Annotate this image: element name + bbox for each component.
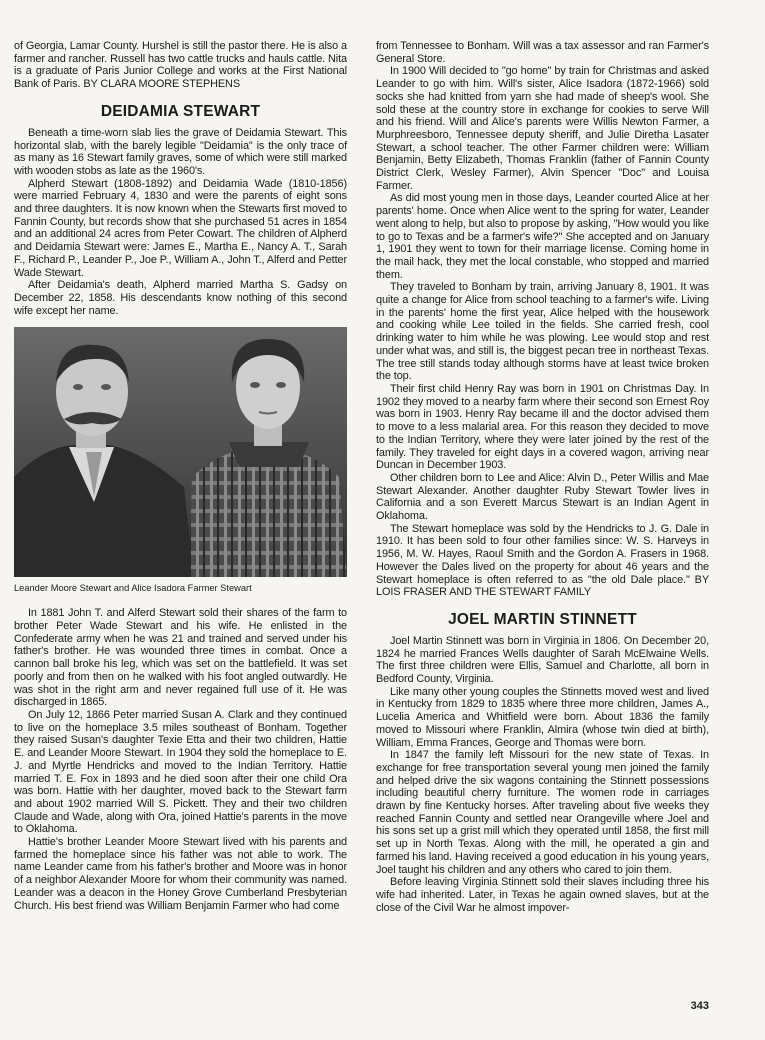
portrait-photo-illustration — [14, 327, 347, 577]
left-column — [14, 40, 347, 912]
page-number: 343 — [690, 1000, 709, 1012]
section-heading-deidamia-stewart: DEIDAMIA STEWART — [100, 102, 261, 120]
paragraph: After Deidamia's death, Alpherd married Martha S. Gadsy on December 22, 1858. His descendants know nothing of this second wife except her name. — [14, 279, 347, 317]
paragraph: In 1900 Will decided to "go home" by train for Christmas and asked Leander to go with him. Will's sister, Alice Isadora (1872-1966) sold socks she had knitted from yarn she had made of sheep's wool. She sold these at the country store in exchange for cookies to serve Will and his friend. Will and Alice's parents were Willis Newton Farmer, a Murphreesboro, Tennessee deputy sheriff, and Julie Diretha Lasater Stewart, a school teacher. The other Farmer children were: William Benjamin, Betty Elizabeth, Thomas Franklin (father of Fannin County District Clerk, Wesley Farmer), Alvin Spencer "Doc" and Louisa Farmer. — [376, 65, 709, 192]
paragraph: In 1881 John T. and Alferd Stewart sold their shares of the farm to brother Peter Wade Stewart and his wife. He enlisted in the Confederate army when he was 21 and trained and served under his father's brother. He was wounded three times in combat. Once a cannon ball broke his leg, which was set on the battlefield. It was set poorly and from then on he walked with his foot angled outwardly. He was shot in the right arm and never regained full use of it. He was discharged in 1865. — [14, 607, 347, 709]
paragraph: Other children born to Lee and Alice: Alvin D., Peter Willis and Mae Stewart Alexander. Another daughter Ruby Stewart Towler lives in California and a son Everett Marcus Stewart is an Indian Agent in Oklahoma. — [376, 471, 709, 523]
paragraph: Beneath a time-worn slab lies the grave of Deidamia Stewart. This horizontal slab, with the barely legible "Deidamia" is the only trace of as many as 16 Stewart family graves, some of which were still marked with wooden stobs as late as the 1960's. — [14, 126, 347, 177]
intro-paragraph: of Georgia, Lamar County. Hurshel is still the pastor there. He is also a farmer and rancher. Russell has two cattle trucks and hauls cattle. Nita is a graduate of Paris Junior College and works at the First National Bank of Paris. BY CLARA MOORE STEPHENS — [14, 40, 347, 91]
photo-caption: Leander Moore Stewart and Alice Isadora Farmer Stewart — [14, 583, 252, 594]
paragraph: Before leaving Virginia Stinnett sold their slaves including three his wife had inherited. Later, in Texas he again owned slaves, but at the close of the Civil War he almost impover- — [376, 876, 709, 914]
paragraph: Like many other young couples the Stinnetts moved west and lived in Kentucky from 1829 to 1835 where three more children, James A., Lucelia America and Whitfield were born. About 1836 the family moved to Missouri where Franklin, Almira (whose twin died at birth), William, Emma Frances, George and Thomas were born. — [376, 685, 709, 749]
paragraph: On July 12, 1866 Peter married Susan A. Clark and they continued to live on the homeplace 3.5 miles southeast of Bonham. Together they raised Susan's daughter Texie Etta and their two children, Hattie E. and Leander Moore Stewart. In 1904 they sold the homeplace to E. J. and Myrtle Hendricks and moved to the Indian Territory. Hattie married T. E. Fox in 1893 and he died soon after their one child Ora was born. Hattie with her daughter, moved back to the Stewart farm and about 1902 married Will S. Pickett. They and their two children Claude and Wade, along with Ora, joined Hattie's parents in the move to Oklahoma. — [14, 708, 347, 836]
paragraph: In 1847 the family left Missouri for the new state of Texas. In exchange for free transportation several young men joined the family and helped drive the six wagons containing the Stinnett possessions including beautiful cherry furniture. The women rode in carriages drawn by fine Kentucky horses. After traveling about five weeks they reached Fannin County and settled near Orangeville where Joel and his sons set up a grist mill which they operated until 1858, the first mill set up in North Texas. Along with the mill, he operated a gin and farmed his land. Having received a good education in his young years, Joel taught his children and any others who cared to join them. — [376, 749, 709, 876]
paragraph: Joel Martin Stinnett was born in Virginia in 1806. On December 20, 1824 he married Frances Wells daughter of Sarah McElwaine Wells. The first three children were Ellis, Samuel and Charlotte, all born in Bedford County, Virginia. — [376, 634, 709, 686]
paragraph: from Tennessee to Bonham. Will was a tax assessor and ran Farmer's General Store. — [376, 40, 709, 65]
paragraph: As did most young men in those days, Leander courted Alice at her parents' home. Once when Alice went to the spring for water, Leander went along to help, but also to propose by asking, "How would you like to go to Texas and be a farmer's wife?" She accepted and on January 1, 1901 they went to town for their marriage license. Coming home in the mail hack, they met the local constable, who stopped and married them. — [376, 192, 709, 281]
section-heading-joel-martin-stinnett: JOEL MARTIN STINNETT — [448, 610, 637, 628]
right-column — [376, 40, 709, 914]
paragraph: They traveled to Bonham by train, arriving January 8, 1901. It was quite a change for Alice from school teaching to a farmer's wife. Living in the parents' home the first year, Alice helped with the housework and cooking while Lee toiled in the fields. She carried fresh, cool drinking water to him while he was plowing. Lee would stop and rest under what was, and still is, the biggest pecan tree in northeast Texas. The tree still stands today although storms have at least twice broken the top. — [376, 281, 709, 383]
paragraph: Their first child Henry Ray was born in 1901 on Christmas Day. In 1902 they moved to a nearby farm where their second son Ernest Roy was born in 1903. Henry Ray became ill and the doctor advised them to move to a less malarial area. For this reason they decided to move to the Indian Territory, where they were later joined by the rest of the family. They traveled for eight days in a covered wagon, arriving near Duncan in December 1903. — [376, 382, 709, 472]
paragraph: Alpherd Stewart (1808-1892) and Deidamia Wade (1810-1856) were married February 4, 1830 and were the parents of eight sons and three daughters. It is now known when the Stewarts first moved to Fannin County, but records show that she purchased 51 acres in 1854 and an additional 24 acres from Peter Cowart. The children of Alpherd and Deidamia Stewart were: James E., Martha E., Nancy A. T., Sarah F., Richard P., Leander P., Joe P., William A., John T., Alferd and Petter Wade Stewart. — [14, 177, 347, 279]
portrait-photo — [14, 327, 347, 577]
paragraph: Hattie's brother Leander Moore Stewart lived with his parents and farmed the homeplace since his father was not able to work. The name Leander came from his father's brother and Moore was in honor of a neighbor Alexander Moore for whom their community was named. Leander was a deacon in the Honey Grove Cumberland Presbyterian Church. His best friend was William Benjamin Farmer who had come — [14, 836, 347, 912]
paragraph: The Stewart homeplace was sold by the Hendricks to J. G. Dale in 1910. It has been sold to four other families since: W. S. Harveys in 1956, M. W. Hayes, Raoul Smith and the Gordon A. Frasers in 1968. However the Dales lived on the property for about 46 years and the Stewart homeplace is often referred to as "the old Dale place." BY LOIS FRASER AND THE STEWART FAMILY — [376, 522, 709, 599]
